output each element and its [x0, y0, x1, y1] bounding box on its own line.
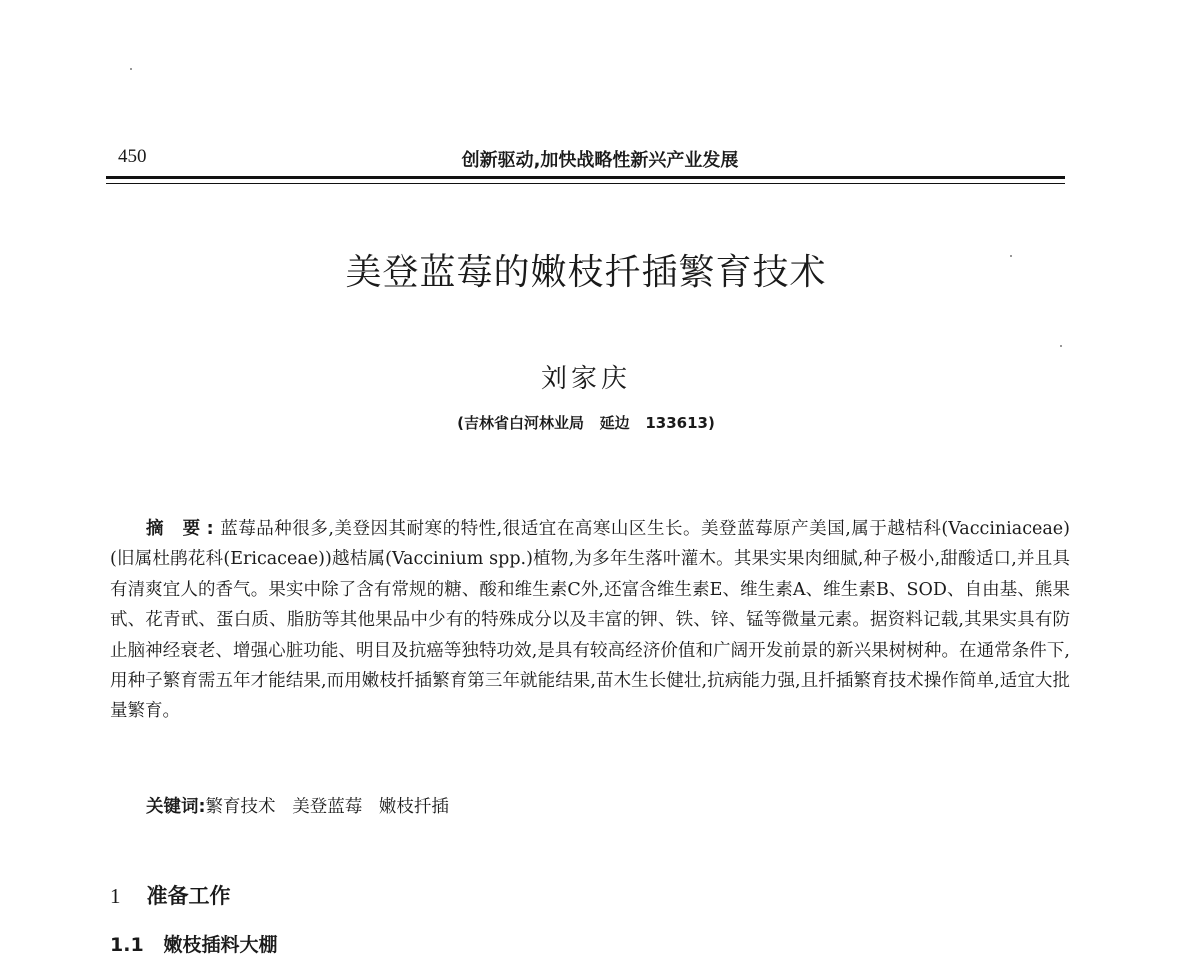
author-affiliation: (吉林省白河林业局 延边 133613): [457, 414, 715, 432]
section-number: 1: [110, 884, 121, 908]
abstract-label: 摘 要:: [146, 519, 220, 539]
subsection-heading-cut: 1.1 嫩枝插料大棚: [110, 934, 278, 956]
section-title: 准备工作: [146, 884, 231, 908]
running-title: 创新驱动,加快战略性新兴产业发展: [461, 150, 739, 171]
scan-speck: [130, 68, 132, 70]
header-rule-thick: [106, 176, 1065, 179]
keywords-items: 繁育技术 美登蓝莓 嫩枝扦插: [205, 797, 449, 817]
scan-speck: [1060, 345, 1062, 347]
keywords-line: [146, 793, 449, 818]
header-rule-thin: [106, 183, 1065, 184]
scan-speck: [1010, 255, 1012, 257]
author-name: 刘家庆: [540, 364, 631, 394]
section-heading: [110, 880, 231, 910]
article-title: 美登蓝莓的嫩枝扦插繁育技术: [345, 252, 827, 293]
abstract-paragraph: [110, 514, 1070, 727]
abstract-text: 蓝莓品种很多,美登因其耐寒的特性,很适宜在高寒山区生长。美登蓝莓原产美国,属于越桔科(Vacciniaceae)(旧属杜鹃花科(Ericaceae))越桔属(Vaccinium spp.)植物,为多年生落叶灌木。其果实果肉细腻,种子极小,甜酸适口,并且具有清爽宜人的香气。果实中除了含有常规的糖、酸和维生素C外,还富含维生素E、维生素A、维生素B、SOD、自由基、熊果甙、花青甙、蛋白质、脂肪等其他果品中少有的特殊成分以及丰富的钾、铁、锌、锰等微量元素。据资料记载,其果实具有防止脑神经衰老、增强心脏功能、明目及抗癌等独特功效,是具有较高经济价值和广阔开发前景的新兴果树树种。在通常条件下,用种子繁育需五年才能结果,而用嫩枝扦插繁育第三年就能结果,苗木生长健壮,抗病能力强,且扦插繁育技术操作简单,适宜大批量繁育。: [110, 519, 1070, 722]
page-number: 450: [118, 146, 147, 167]
keywords-label: 关键词:: [146, 797, 206, 817]
